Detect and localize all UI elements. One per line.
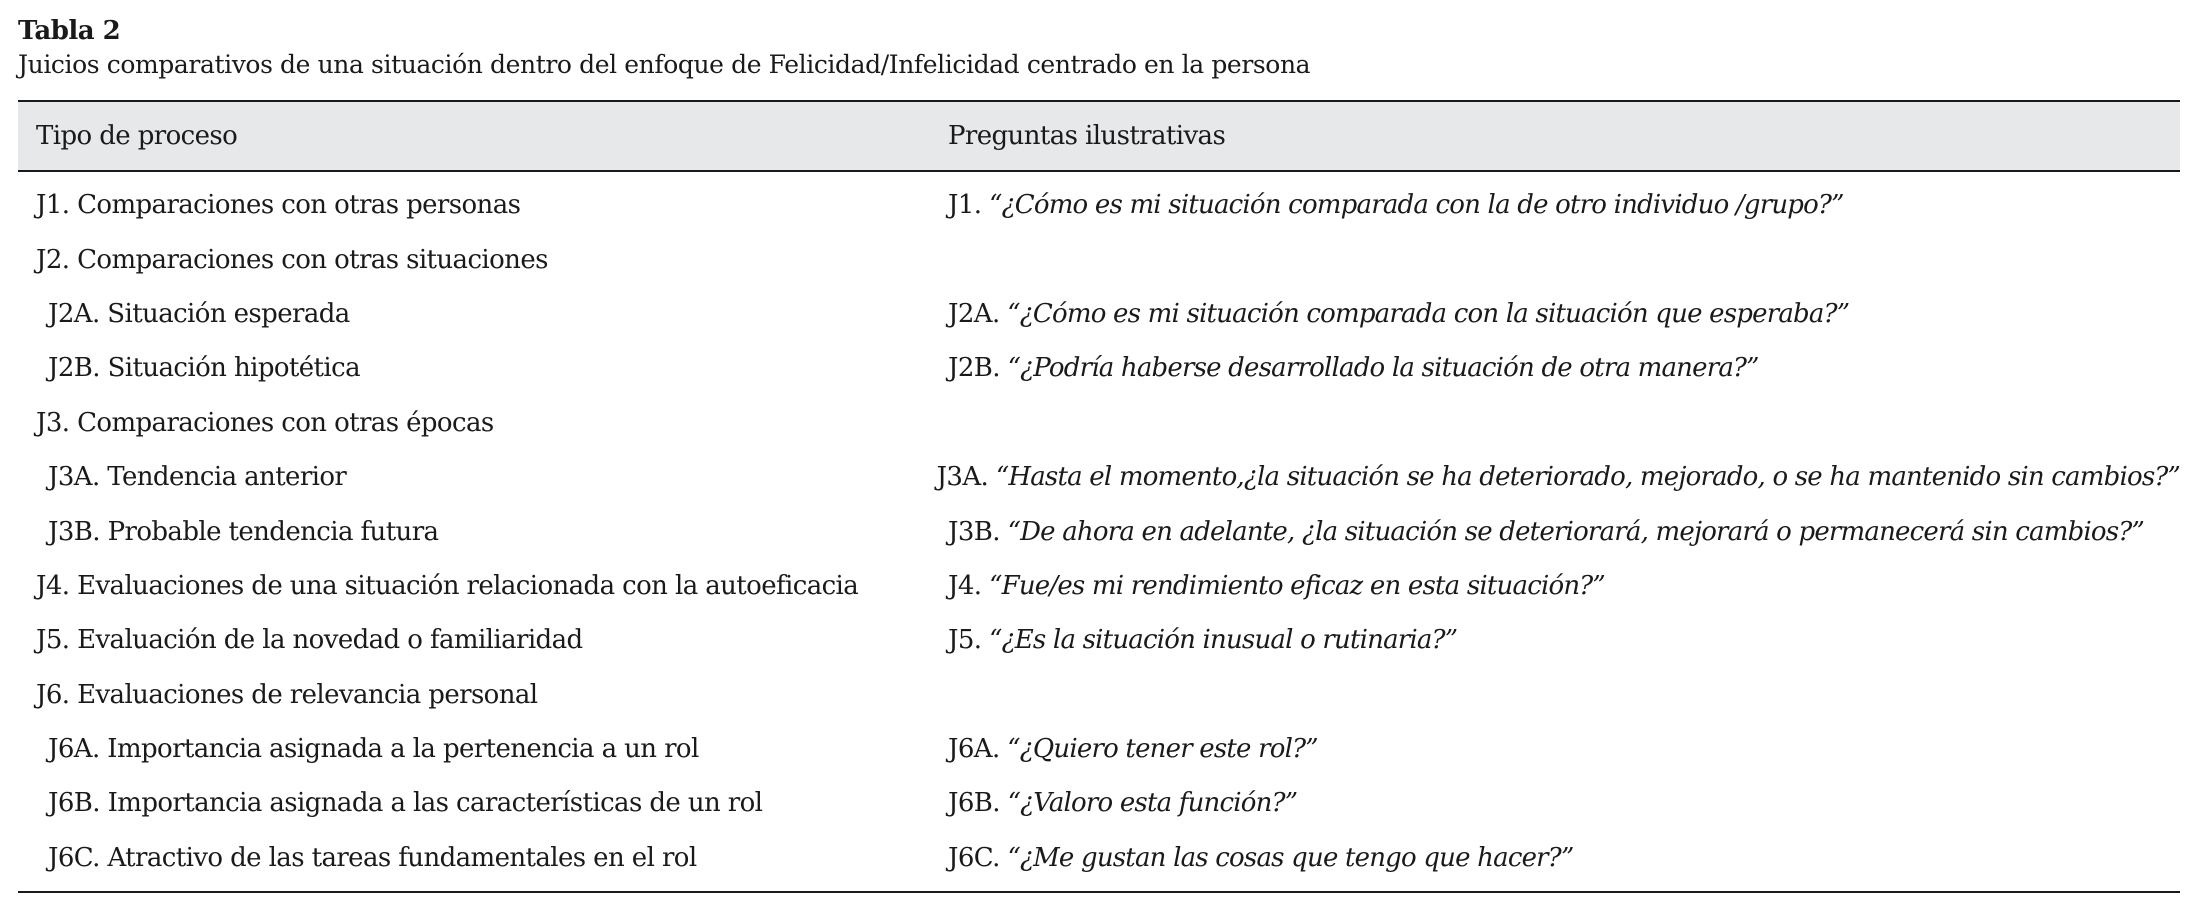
table-caption	[18, 14, 2178, 82]
question-text: “¿Valoro esta función?”	[1007, 788, 1298, 819]
question-code: J3A.	[936, 462, 989, 493]
comparative-judgments-table	[18, 100, 2180, 893]
question-cell	[948, 843, 2180, 873]
table-row	[18, 450, 2180, 504]
process-cell: J4. Evaluaciones de una situación relacionada con la autoeficacia	[36, 570, 859, 601]
table-row	[18, 831, 2180, 885]
question-cell	[948, 734, 2180, 764]
table-row	[18, 396, 2180, 450]
table-row	[18, 559, 2180, 613]
question-cell	[948, 788, 2180, 818]
process-cell: J6B. Importancia asignada a las características de un rol	[48, 788, 763, 819]
header-illustrative-questions: Preguntas ilustrativas	[948, 121, 1226, 151]
question-code: J1.	[948, 190, 982, 221]
question-code: J6B.	[948, 788, 1000, 819]
question-text: “¿Me gustan las cosas que tengo que hacer?”	[1007, 842, 1574, 873]
process-cell: J6C. Atractivo de las tareas fundamentales en el rol	[48, 842, 697, 873]
question-code: J4.	[948, 570, 982, 601]
question-code: J3B.	[948, 516, 1000, 547]
question-text: “¿Es la situación inusual o rutinaria?”	[989, 625, 1458, 656]
process-cell: J5. Evaluación de la novedad o familiaridad	[36, 625, 583, 656]
question-cell	[948, 625, 2180, 655]
table-row	[18, 341, 2180, 395]
table-row	[18, 232, 2180, 286]
question-cell	[937, 462, 2180, 492]
table-row	[18, 613, 2180, 667]
question-text: “Fue/es mi rendimiento eficaz en esta situación?”	[989, 570, 1605, 601]
table-row	[18, 287, 2180, 341]
table-row	[18, 722, 2180, 776]
table-row	[18, 668, 2180, 722]
question-cell	[948, 353, 2180, 383]
table-header-row	[18, 102, 2180, 172]
process-cell: J6. Evaluaciones de relevancia personal	[36, 679, 538, 710]
process-cell: J3A. Tendencia anterior	[48, 462, 347, 493]
question-text: “¿Cómo es mi situación comparada con la de otro individuo /grupo?”	[989, 190, 1844, 221]
question-code: J5.	[948, 625, 982, 656]
question-code: J6A.	[948, 734, 1000, 765]
table-title: Juicios comparativos de una situación dentro del enfoque de Felicidad/Infelicidad centrado en la persona	[18, 50, 1311, 79]
table-row	[18, 504, 2180, 558]
process-cell: J3B. Probable tendencia futura	[48, 516, 439, 547]
question-code: J6C.	[948, 842, 1000, 873]
question-text: “De ahora en adelante, ¿la situación se deteriorará, mejorará o permanecerá sin cambios?”	[1007, 516, 2144, 547]
question-text: “Hasta el momento,¿la situación se ha deteriorado, mejorado, o se ha mantenido sin cambios?”	[995, 462, 2180, 493]
process-cell: J2. Comparaciones con otras situaciones	[36, 244, 548, 275]
question-code: J2A.	[948, 298, 1000, 329]
question-cell	[948, 517, 2180, 547]
table-row	[18, 178, 2180, 232]
header-process-type: Tipo de proceso	[36, 121, 238, 151]
process-cell: J2A. Situación esperada	[48, 298, 350, 329]
table-row	[18, 776, 2180, 830]
question-text: “¿Cómo es mi situación comparada con la situación que esperaba?”	[1007, 298, 1850, 329]
process-cell: J1. Comparaciones con otras personas	[36, 190, 521, 221]
table-body	[18, 172, 2180, 893]
table-label: Tabla 2	[18, 16, 121, 46]
process-cell: J2B. Situación hipotética	[48, 353, 360, 384]
process-cell: J6A. Importancia asignada a la pertenencia a un rol	[48, 734, 699, 765]
question-code: J2B.	[948, 353, 1000, 384]
question-cell	[948, 190, 2180, 220]
question-cell	[948, 299, 2180, 329]
question-text: “¿Podría haberse desarrollado la situación de otra manera?”	[1007, 353, 1759, 384]
question-text: “¿Quiero tener este rol?”	[1007, 734, 1318, 765]
question-cell	[948, 571, 2180, 601]
process-cell: J3. Comparaciones con otras épocas	[36, 407, 494, 438]
